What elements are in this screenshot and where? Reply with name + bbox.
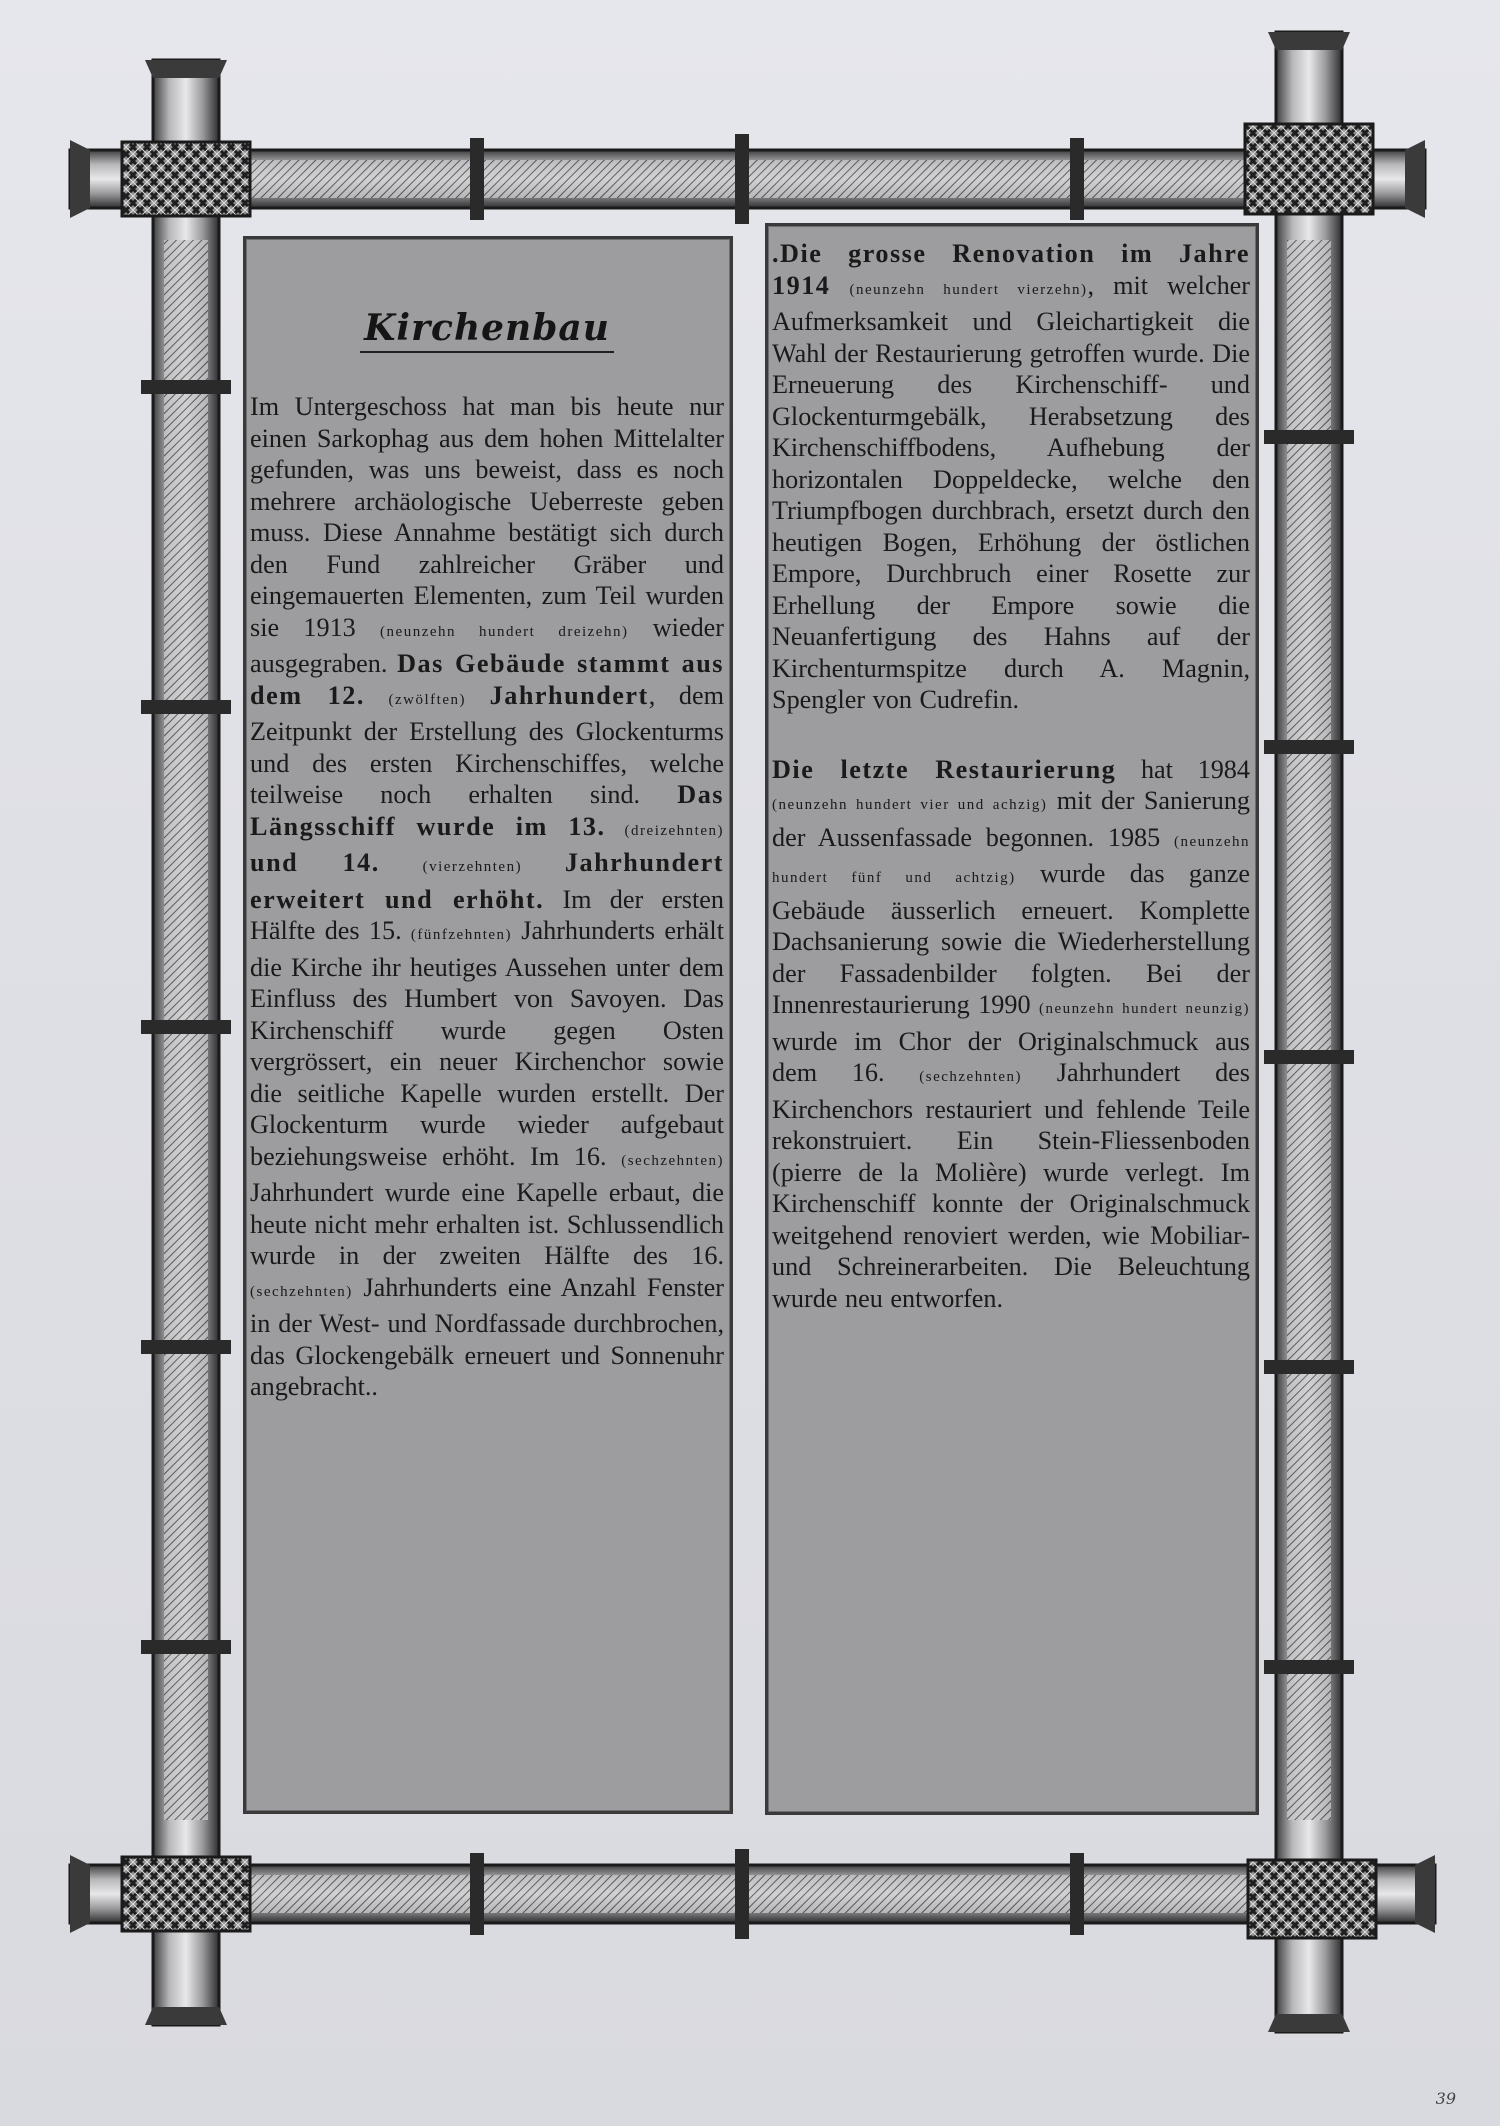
left-column-text — [250, 391, 724, 1403]
text-run — [380, 848, 423, 877]
emphasis-text: .Die grosse Renovation im Jahre 1914 — [772, 239, 1250, 300]
number-in-words: (fünfzehnten) — [410, 927, 513, 943]
text-run — [830, 271, 849, 300]
number-in-words: (neunzehn hundert fünf und achtzig) — [772, 833, 1250, 886]
page-number: 39 — [1435, 2089, 1456, 2108]
page-title: Kirchenbau — [250, 307, 724, 353]
renovation-paragraph — [772, 238, 1250, 716]
emphasis-text: Jahrhundert — [489, 680, 649, 710]
number-in-words: (neunzehn hundert vierzehn) — [849, 281, 1088, 298]
text-run: Jahrhunderts erhält die Kirche ihr heutiges Aussehen unter dem Einfluss des Humbert von Savoyen. Das Kirchenschiff wurde gegen Osten vergrössert, ein neuer Kirchenchor sowie die seitliche Kapelle wurden erstellt. Der Glockenturm wurde wieder aufgebaut beziehungsweise erhöht. Im 16. — [250, 916, 724, 1171]
bottom-pole — [70, 1849, 1435, 1939]
text-run: , dem Zeitpunkt der Erstellung des Glockenturms und des ersten Kirchenschiffes, welche teilweise noch erhalten sind. — [250, 680, 725, 809]
text-run — [522, 848, 565, 877]
emphasis-text: Das Längsschiff wurde im 13. — [250, 780, 724, 841]
text-run: , mit welcher Aufmerksamkeit und Gleichartigkeit die Wahl der Restaurierung getroffen wurde. Die Erneuerung des Kirchenschiff- und Glockenturmgebälk, Herabsetzung des Kirchenschiffbodens, Aufhebung der horizontalen Doppeldecke, welche den Triumpfbogen durchbrach, ersetzt durch den heutigen Bogen, Erhöhung der östlichen Empore, Durchbruch einer Rosette zur Erhellung der Empore sowie die Neuanfertigung des Hahns auf der Kirchenturmspitze durch A. Magnin, Spengler von Cudrefin. — [772, 270, 1251, 714]
emphasis-text: Die letzte Restaurierung — [772, 754, 1117, 784]
text-run: mit der Sanierung der Aussenfassade begonnen. 1985 — [772, 786, 1251, 852]
text-run: Jahrhundert des Kirchenchors restauriert und fehlende Teile rekonstruiert. Ein Stein-Fliessenboden (pierre de la Molière) wurde verlegt. Im Kirchenschiff konnte der Originalschmuck weitgehend renoviert werden, wie Mobiliar- und Schreinerarbeiten. Die Beleuchtung wurde neu entworfen. — [772, 1058, 1250, 1313]
number-in-words: (sechzehnten) — [621, 1152, 724, 1169]
emphasis-text: Das Gebäude stammt aus dem 12. — [250, 649, 725, 710]
number-in-words: (sechzehnten) — [919, 1069, 1023, 1085]
text-run — [365, 681, 389, 710]
text-run: Jahrhundert wurde eine Kapelle erbaut, die heute nicht mehr erhalten ist. Schlussendlich wurde in der zweiten Hälfte des 16. — [250, 1178, 724, 1270]
text-run: wurde im Chor der Originalschmuck aus dem 16. — [772, 1026, 1250, 1087]
number-in-words: (sechzehnten) — [250, 1283, 353, 1300]
number-in-words: (vierzehnten) — [422, 859, 523, 875]
number-in-words: (dreizehnten) — [624, 822, 724, 839]
text-run: Jahrhunderts eine Anzahl Fenster in der West- und Nordfassade durchbrochen, das Glockengebälk erneuert und Sonnenuhr angebracht.. — [250, 1272, 724, 1401]
text-run — [606, 812, 625, 841]
restoration-paragraph — [772, 754, 1250, 1315]
text-run: wurde das ganze Gebäude äusserlich erneuert. Komplette Dachsanierung sowie die Wiederherstellung der Fassadenbilder folgten. Bei der Innenrestaurierung 1990 — [772, 859, 1250, 1019]
number-in-words: (neunzehn hundert neunzig) — [1038, 1001, 1250, 1017]
emphasis-text: Jahrhundert erweitert und erhöht. — [250, 848, 725, 914]
right-pole — [1264, 32, 1354, 2032]
number-in-words: (zwölften) — [388, 691, 466, 708]
text-run: Im der ersten Hälfte des 15. — [250, 884, 724, 945]
number-in-words: (neunzehn hundert vier und achzig) — [772, 797, 1048, 813]
text-run: Im Untergeschoss hat man bis heute nur einen Sarkophag aus dem hohen Mittelalter gefunden, was uns beweist, dass es noch mehrere archäologische Ueberreste geben muss. Diese Annahme bestätigt sich durch den Fund zahlreicher Gräber und eingemauerten Elementen, zum Teil wurden sie 1913 — [250, 392, 724, 642]
text-run: hat 1984 — [1116, 754, 1250, 784]
right-text-panel — [765, 223, 1259, 1815]
emphasis-text: und 14. — [250, 848, 380, 877]
number-in-words: (neunzehn hundert dreizehn) — [380, 623, 629, 640]
top-pole — [70, 134, 1425, 224]
left-text-panel — [243, 236, 733, 1814]
text-run — [466, 681, 490, 710]
text-run: wieder ausgegraben. — [250, 612, 725, 678]
left-pole — [141, 60, 231, 2025]
